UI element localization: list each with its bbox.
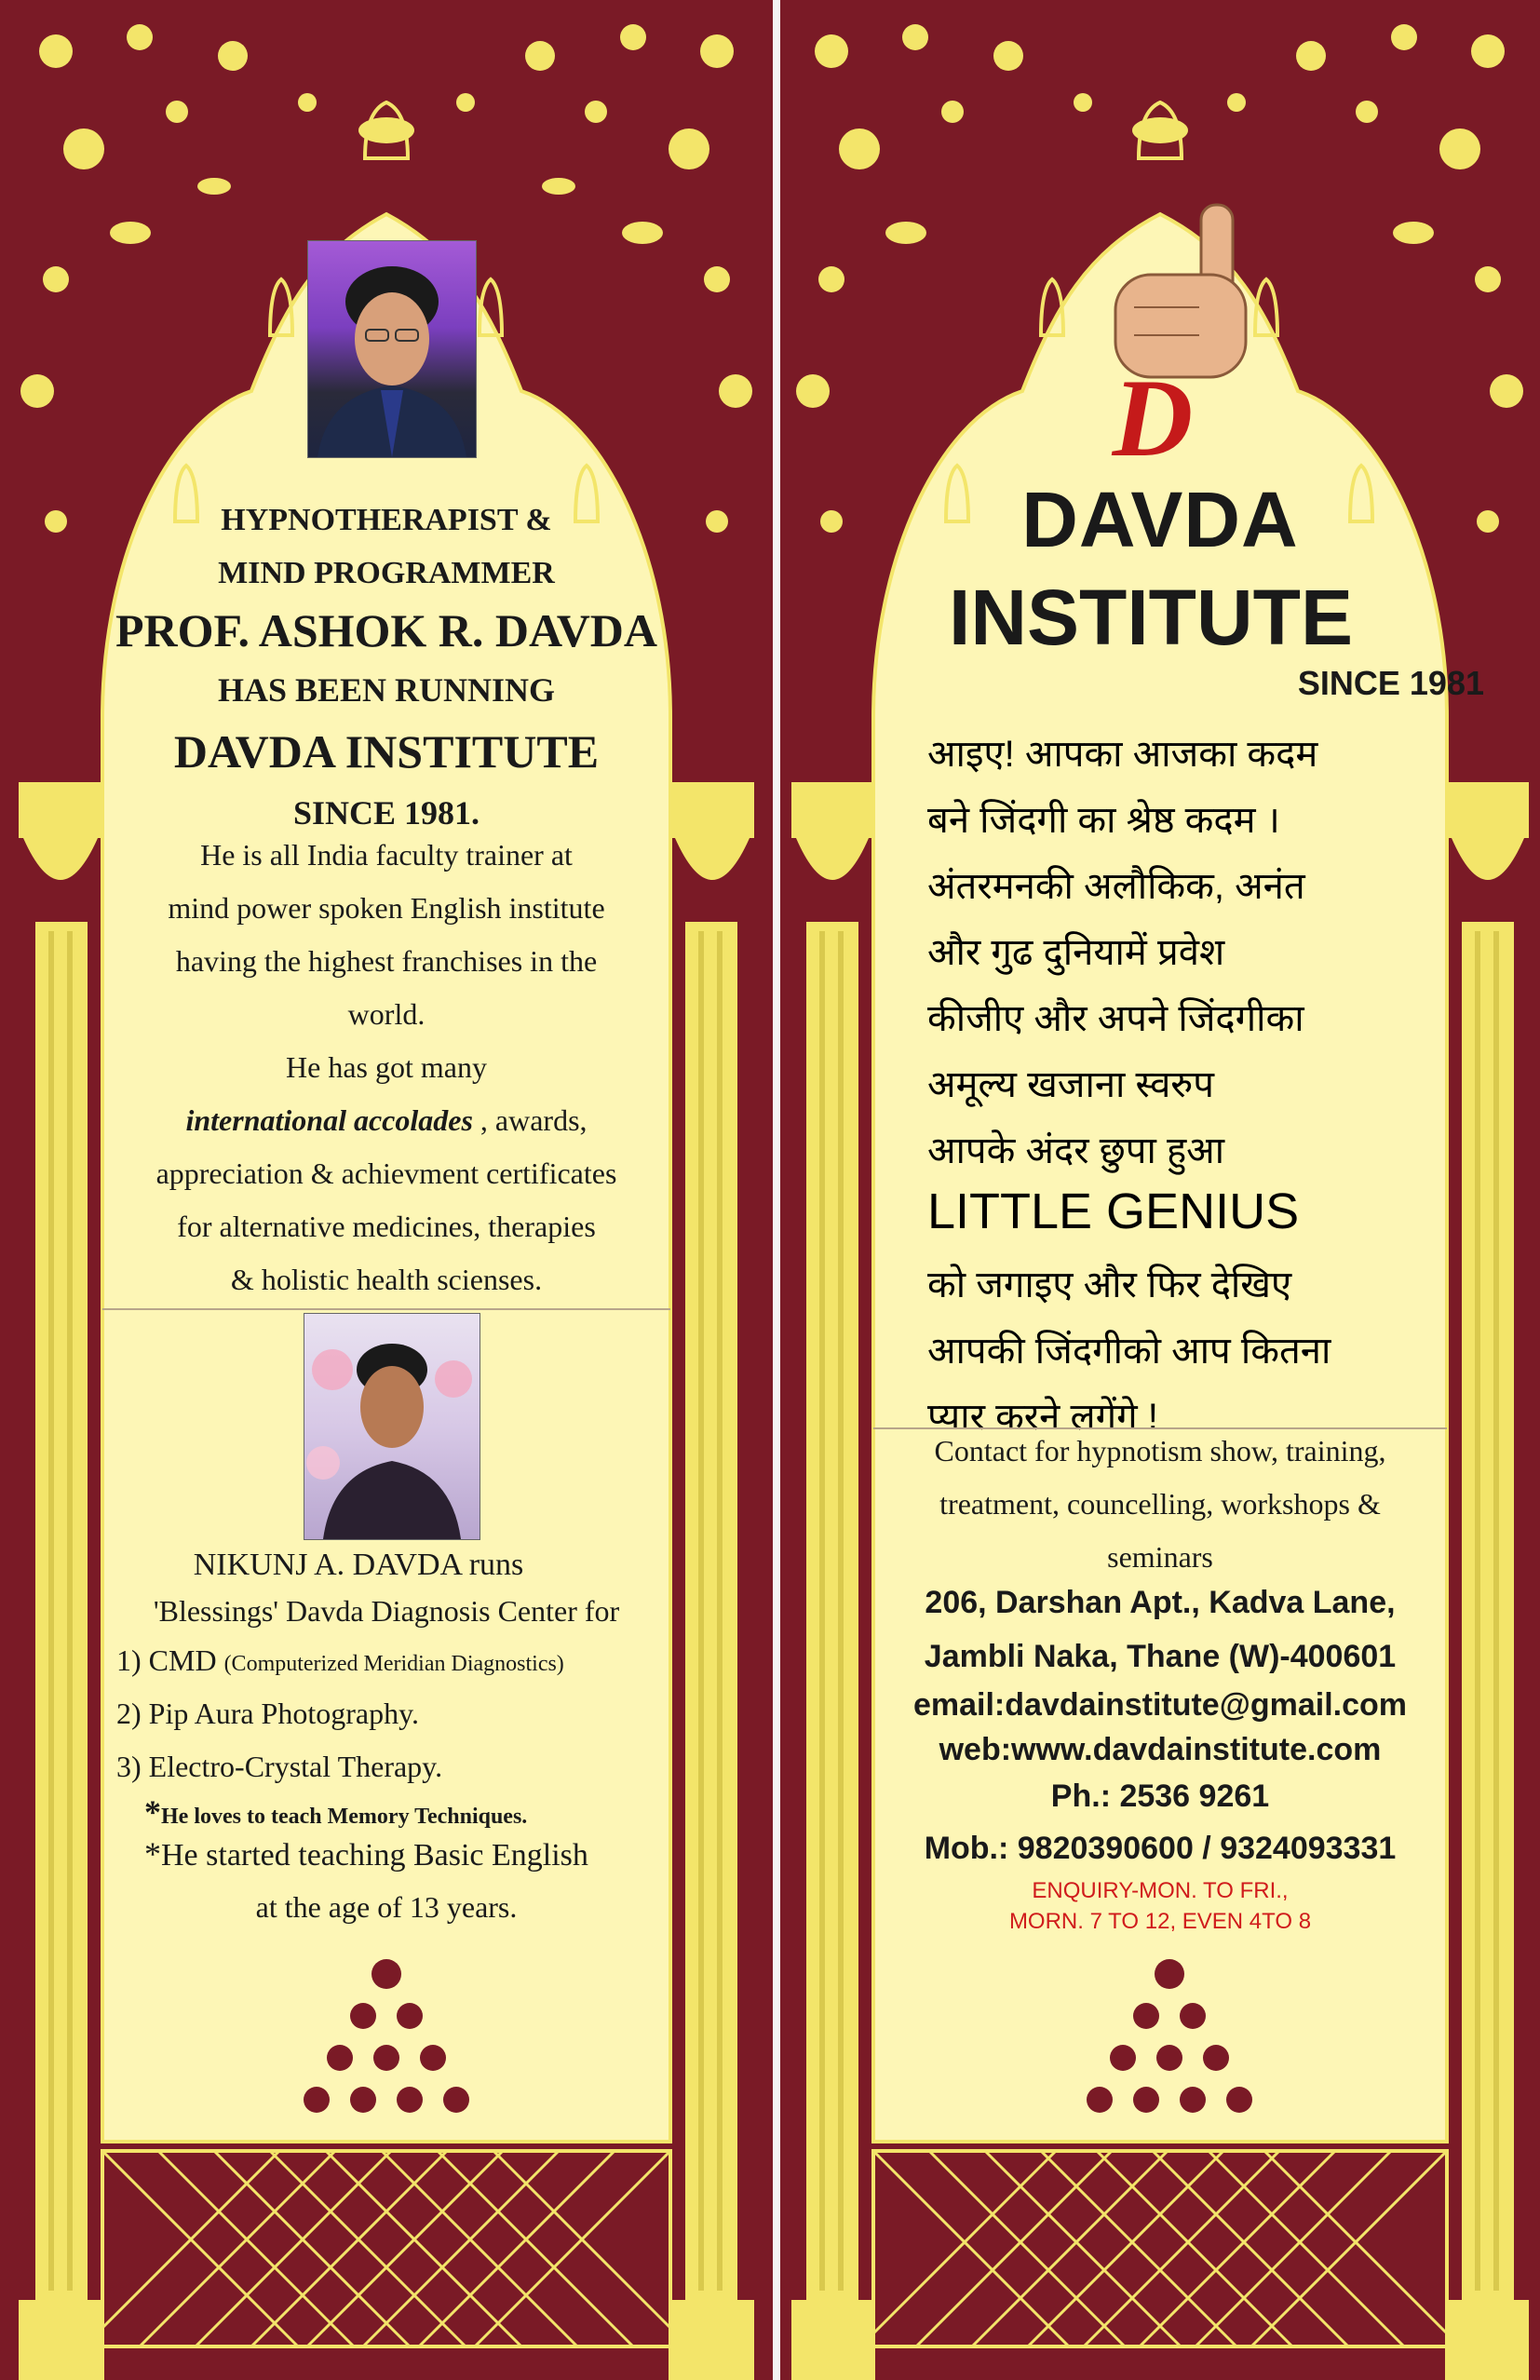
hindi-verse: आपकी जिंदगीको आप कितना <box>927 1331 1331 1372</box>
contact-line: Contact for hypnotism show, training, <box>934 1434 1386 1467</box>
bio-line: having the highest franchises in the <box>175 944 598 978</box>
english-note <box>144 1834 722 1873</box>
star-bullet: * <box>144 1835 161 1873</box>
accolades-rest: , awards, <box>472 1103 588 1137</box>
bio-line: He has got many <box>286 1050 487 1084</box>
contact-line: treatment, councelling, workshops & <box>939 1487 1381 1521</box>
service-cmd <box>116 1643 694 1678</box>
nikunj-name: NIKUNJ A. DAVDA runs <box>193 1548 524 1582</box>
service-aura: 2) Pip Aura Photography. <box>116 1697 420 1730</box>
logo-letter: D <box>1112 356 1194 480</box>
hindi-verse: आपके अंदर छुपा हुआ <box>927 1130 1225 1171</box>
brand-institute: INSTITUTE <box>949 574 1353 661</box>
nikunj-davda-photo <box>304 1313 480 1540</box>
email-address[interactable]: email:davdainstitute@gmail.com <box>912 1687 1408 1723</box>
since-year: SINCE 1981. <box>292 794 480 832</box>
little-genius: LITTLE GENIUS <box>927 1183 1300 1239</box>
enquiry-hours: MORN. 7 TO 12, EVEN 4TO 8 <box>1008 1909 1312 1934</box>
address-line-2: Jambli Naka, Thane (W)-400601 <box>924 1639 1397 1674</box>
institute-name: DAVDA INSTITUTE <box>173 725 600 778</box>
service-cmd-label: 1) CMD <box>116 1643 224 1677</box>
section-divider <box>873 1427 1447 1429</box>
hindi-verse: प्यार करने लगेंगे ! <box>927 1397 1158 1438</box>
english-text: He started teaching Basic English <box>161 1838 588 1873</box>
running-text: HAS BEEN RUNNING <box>217 671 556 709</box>
panel-gap <box>773 0 780 2380</box>
hindi-verse: बने जिंदगी का श्रेष्ठ कदम । <box>927 800 1280 841</box>
bio-line: & holistic health scienses. <box>230 1263 543 1296</box>
title-mind-programmer: MIND PROGRAMMER <box>218 556 555 590</box>
brand-name: DAVDA <box>1021 476 1299 563</box>
phone-number: Ph.: 2536 9261 <box>1050 1778 1270 1814</box>
mobile-numbers: Mob.: 9820390600 / 9324093331 <box>924 1831 1397 1866</box>
hindi-verse: कीजीए और अपने जिंदगीका <box>927 998 1304 1039</box>
contact-line: seminars <box>1107 1540 1213 1574</box>
service-crystal: 3) Electro-Crystal Therapy. <box>116 1750 443 1783</box>
hindi-verse: आइए! आपका आजका कदम <box>927 734 1318 775</box>
star-bullet: * <box>144 1793 161 1831</box>
hindi-verse: को जगाइए और फिर देखिए <box>927 1264 1292 1305</box>
accolades-line <box>0 1103 773 1138</box>
bio-line: world. <box>347 997 426 1031</box>
bio-line: He is all India faculty trainer at <box>200 838 573 872</box>
title-hypnotherapist: HYPNOTHERAPIST & <box>221 503 552 537</box>
hindi-verse: और गुढ दुनियामें प्रवेश <box>927 932 1225 973</box>
memory-text: He loves to teach Memory Techniques. <box>161 1805 528 1829</box>
bio-line: appreciation & achievment certificates <box>155 1156 617 1190</box>
professor-name: PROF. ASHOK R. DAVDA <box>115 604 658 656</box>
hindi-verse: अंतरमनकी अलौकिक, अनंत <box>927 866 1305 907</box>
accolades-emphasis: international accolades <box>185 1103 473 1137</box>
right-panel <box>780 0 1540 2380</box>
ashok-davda-photo <box>307 240 477 458</box>
english-age: at the age of 13 years. <box>255 1890 518 1924</box>
enquiry-days: ENQUIRY-MON. TO FRI., <box>1032 1878 1289 1903</box>
bio-line: mind power spoken English institute <box>168 891 605 925</box>
memory-note <box>144 1792 722 1832</box>
section-divider <box>102 1308 670 1310</box>
diagnosis-center: 'Blessings' Davda Diagnosis Center for <box>153 1594 620 1628</box>
website-url[interactable]: web:www.davdainstitute.com <box>939 1732 1382 1767</box>
address-line-1: 206, Darshan Apt., Kadva Lane, <box>925 1585 1396 1620</box>
since-year: SINCE 1981 <box>1297 664 1484 702</box>
service-cmd-note: (Computerized Meridian Diagnostics) <box>223 1652 564 1676</box>
hindi-verse: अमूल्य खजाना स्वरुप <box>927 1064 1214 1105</box>
bio-line: for alternative medicines, therapies <box>177 1210 596 1243</box>
